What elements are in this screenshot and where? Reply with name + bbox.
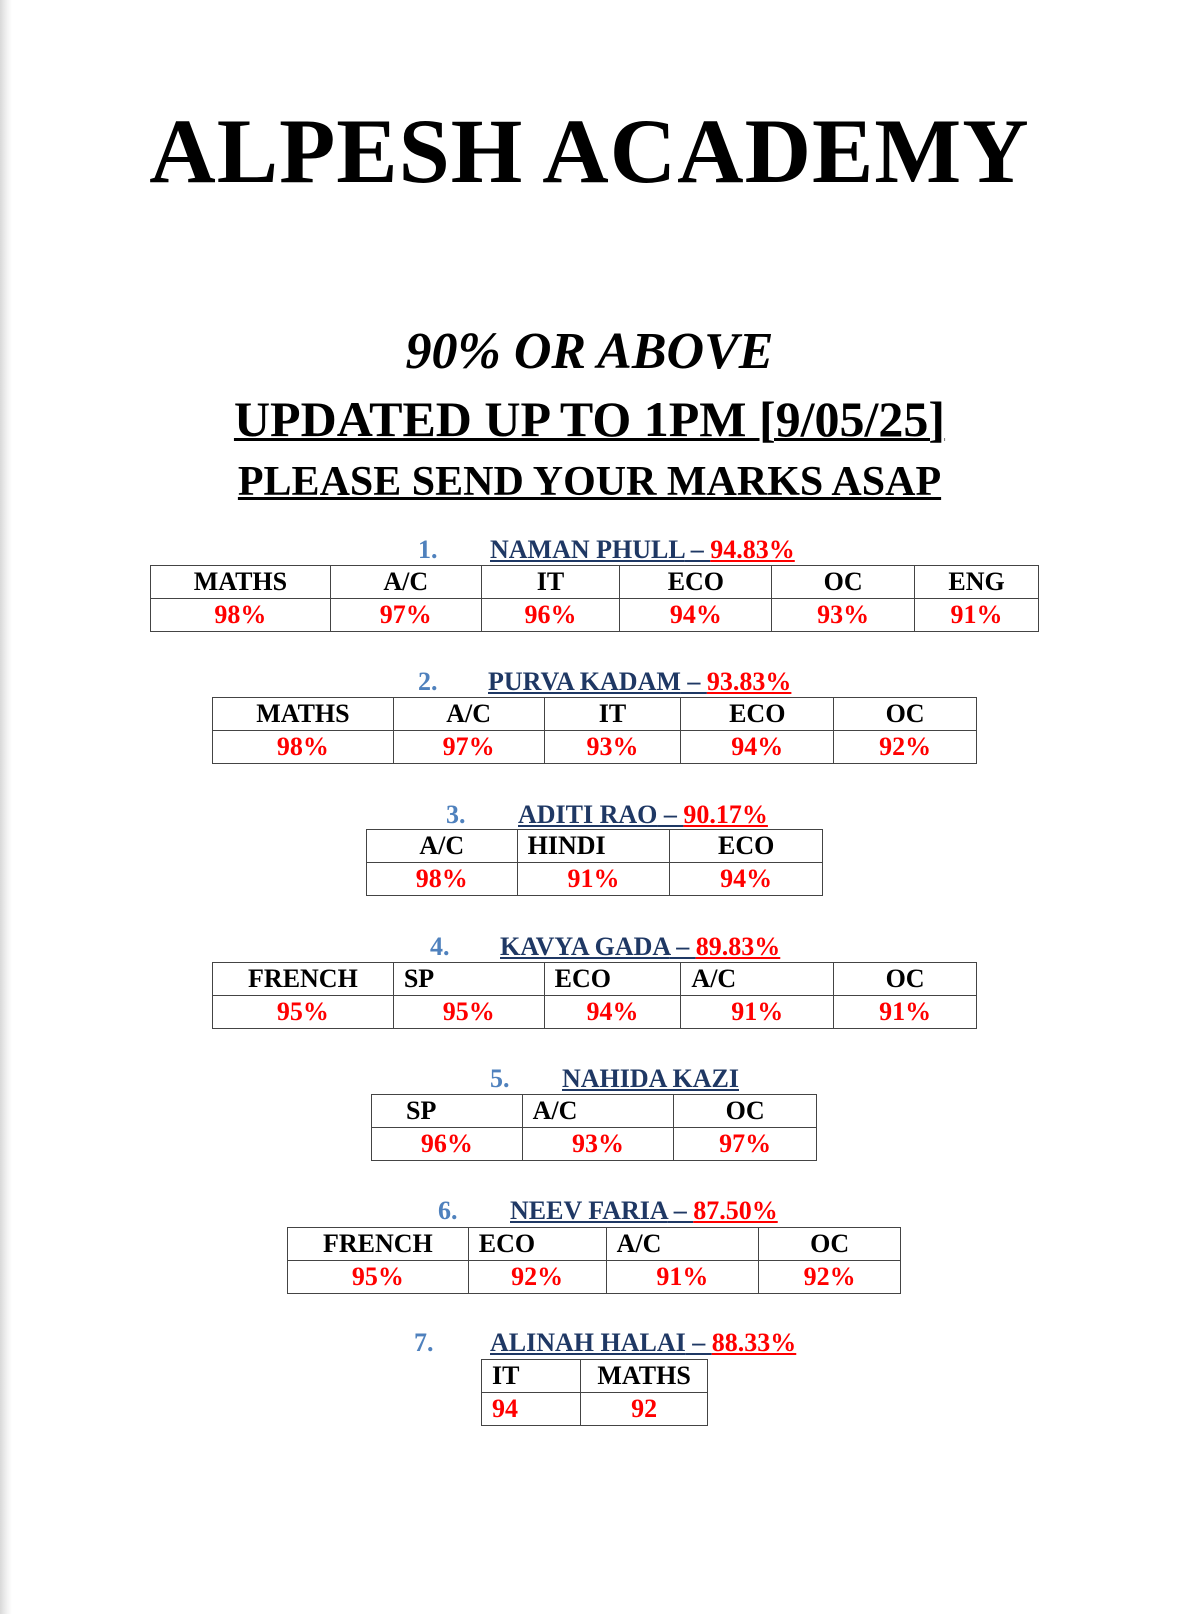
subject-cell: ECO bbox=[468, 1228, 606, 1261]
student-name: ALINAH HALAI – bbox=[490, 1328, 712, 1357]
score-cell: 93% bbox=[544, 731, 681, 764]
subject-cell: A/C bbox=[393, 698, 544, 731]
threshold-heading: 90% OR ABOVE bbox=[405, 323, 774, 380]
student-percentage: 90.17% bbox=[683, 800, 768, 829]
subject-cell: ENG bbox=[915, 566, 1039, 599]
student-heading bbox=[414, 1328, 796, 1358]
subject-cell: A/C bbox=[367, 830, 518, 863]
score-cell: 94 bbox=[482, 1393, 581, 1426]
student-number: 7. bbox=[414, 1328, 434, 1357]
subject-cell: ECO bbox=[544, 963, 681, 996]
page-edge-shadow bbox=[0, 0, 12, 1614]
student-heading bbox=[418, 667, 791, 697]
marks-table bbox=[212, 697, 977, 764]
student-percentage: 94.83% bbox=[710, 535, 795, 564]
subject-cell: ECO bbox=[681, 698, 834, 731]
score-cell: 94% bbox=[620, 599, 772, 632]
subject-cell: IT bbox=[482, 1360, 581, 1393]
subject-cell: OC bbox=[759, 1228, 901, 1261]
score-cell: 97% bbox=[674, 1128, 817, 1161]
score-cell: 96% bbox=[481, 599, 620, 632]
score-cell: 91% bbox=[681, 996, 834, 1029]
score-cell: 91% bbox=[915, 599, 1039, 632]
subject-cell: FRENCH bbox=[288, 1228, 469, 1261]
score-cell: 93% bbox=[522, 1128, 674, 1161]
request-heading: PLEASE SEND YOUR MARKS ASAP bbox=[237, 459, 942, 505]
score-cell: 97% bbox=[393, 731, 544, 764]
student-percentage: 89.83% bbox=[695, 932, 781, 961]
subject-cell: IT bbox=[481, 566, 620, 599]
student-name: KAVYA GADA – bbox=[500, 932, 696, 961]
marks-table bbox=[287, 1227, 901, 1294]
student-name: ADITI RAO – bbox=[518, 800, 684, 829]
score-cell: 91% bbox=[606, 1261, 759, 1294]
score-cell: 92 bbox=[581, 1393, 708, 1426]
subject-cell: OC bbox=[772, 566, 915, 599]
subject-cell: MATHS bbox=[581, 1360, 708, 1393]
subject-cell: A/C bbox=[522, 1095, 674, 1128]
student-number: 4. bbox=[430, 932, 450, 961]
marks-table bbox=[481, 1359, 708, 1426]
subject-cell: OC bbox=[834, 698, 977, 731]
score-cell: 91% bbox=[834, 996, 977, 1029]
student-number: 6. bbox=[438, 1196, 458, 1225]
marks-table bbox=[366, 829, 823, 896]
score-cell: 94% bbox=[670, 863, 823, 896]
student-number: 3. bbox=[446, 800, 466, 829]
subject-cell: MATHS bbox=[151, 566, 331, 599]
student-name: NAMAN PHULL – bbox=[490, 535, 711, 564]
subject-cell: A/C bbox=[681, 963, 834, 996]
subject-cell: ECO bbox=[620, 566, 772, 599]
marks-table bbox=[212, 962, 977, 1029]
score-cell: 97% bbox=[330, 599, 481, 632]
marks-table bbox=[150, 565, 1039, 632]
subject-cell: HINDI bbox=[517, 830, 670, 863]
subject-cell: MATHS bbox=[213, 698, 394, 731]
academy-title: ALPESH ACADEMY bbox=[149, 100, 1030, 202]
score-cell: 98% bbox=[367, 863, 518, 896]
student-name: NEEV FARIA – bbox=[510, 1196, 694, 1225]
subject-cell: A/C bbox=[330, 566, 481, 599]
score-cell: 92% bbox=[468, 1261, 606, 1294]
subject-cell: ECO bbox=[670, 830, 823, 863]
student-number: 5. bbox=[490, 1064, 510, 1093]
student-heading bbox=[438, 1196, 778, 1226]
score-cell: 96% bbox=[372, 1128, 523, 1161]
subject-cell: SP bbox=[372, 1095, 523, 1128]
score-cell: 92% bbox=[759, 1261, 901, 1294]
score-cell: 94% bbox=[544, 996, 681, 1029]
subject-cell: FRENCH bbox=[213, 963, 394, 996]
student-name: NAHIDA KAZI bbox=[562, 1064, 739, 1093]
student-heading bbox=[418, 535, 795, 565]
score-cell: 98% bbox=[151, 599, 331, 632]
score-cell: 92% bbox=[834, 731, 977, 764]
student-number: 2. bbox=[418, 667, 438, 696]
student-percentage: 93.83% bbox=[706, 667, 792, 696]
score-cell: 93% bbox=[772, 599, 915, 632]
student-percentage: 87.50% bbox=[693, 1196, 778, 1225]
score-cell: 95% bbox=[213, 996, 394, 1029]
subject-cell: A/C bbox=[606, 1228, 759, 1261]
student-percentage: 88.33% bbox=[711, 1328, 797, 1357]
score-cell: 94% bbox=[681, 731, 834, 764]
student-name: PURVA KADAM – bbox=[488, 667, 707, 696]
student-heading bbox=[446, 800, 768, 830]
subject-cell: SP bbox=[393, 963, 544, 996]
score-cell: 95% bbox=[288, 1261, 469, 1294]
marks-table bbox=[371, 1094, 817, 1161]
student-number: 1. bbox=[418, 535, 438, 564]
subject-cell: OC bbox=[834, 963, 977, 996]
score-cell: 91% bbox=[517, 863, 670, 896]
subject-cell: IT bbox=[544, 698, 681, 731]
student-heading bbox=[430, 932, 780, 962]
subject-cell: OC bbox=[674, 1095, 817, 1128]
score-cell: 98% bbox=[213, 731, 394, 764]
score-cell: 95% bbox=[393, 996, 544, 1029]
updated-heading: UPDATED UP TO 1PM [9/05/25] bbox=[233, 391, 946, 447]
student-heading bbox=[490, 1064, 739, 1094]
